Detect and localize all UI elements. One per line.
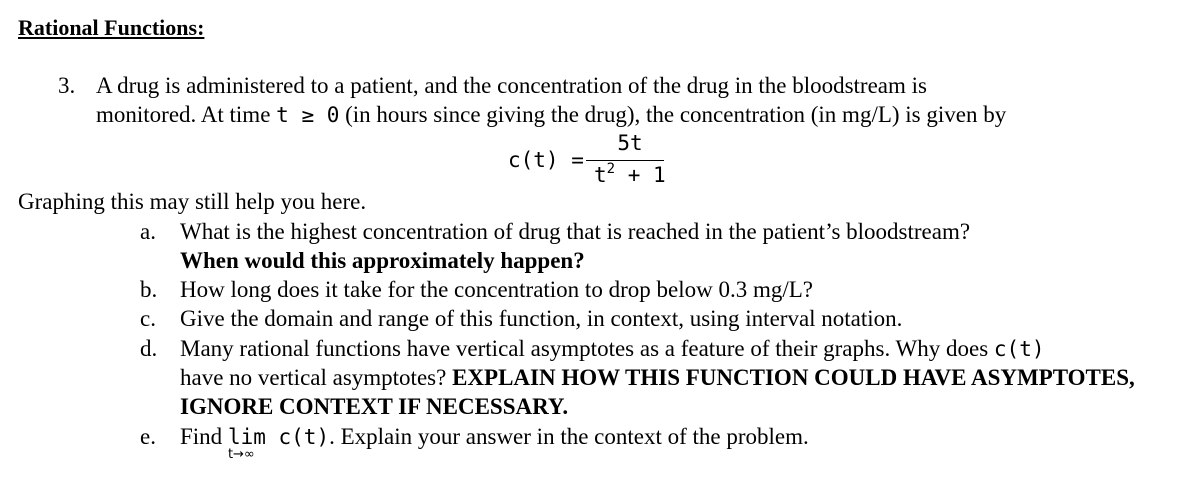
problem-number: 3. (58, 73, 76, 98)
part-d-line-1-prefix: Many rational functions have vertical asymptotes as a feature of their graphs. Why does (180, 336, 994, 361)
limit-subscript: t→∞ (227, 447, 255, 462)
part-c-label: c. (140, 306, 156, 331)
part-d-line-1 (180, 335, 1044, 363)
limit-word: lim (227, 425, 266, 449)
part-b-label: b. (140, 277, 158, 302)
part-b-text: How long does it take for the concentration to drop below 0.3 mg/L? (180, 277, 813, 302)
concentration-formula (508, 130, 668, 190)
problem-text-line-1: A drug is administered to a patient, and the concentration of the drug in the bloodstream is (96, 73, 927, 98)
graphing-hint: Graphing this may still help you here. (18, 189, 367, 214)
part-a-line-1: What is the highest concentration of drug that is reached in the patient’s bloodstream? (180, 219, 971, 244)
part-d-line-2-bold: EXPLAIN HOW THIS FUNCTION COULD HAVE ASYMPTOTES, (452, 365, 1135, 390)
formula-denominator (594, 162, 666, 188)
fraction-bar (586, 160, 664, 161)
problem-text-line-2-suffix: (in hours since giving the drug), the concentration (in mg/L) is given by (339, 102, 1007, 127)
part-d-label: d. (140, 336, 158, 361)
part-d-line-3: IGNORE CONTEXT IF NECESSARY. (180, 394, 569, 419)
denominator-base: t (594, 163, 607, 187)
part-a-label: a. (140, 219, 156, 244)
part-d-line-2-prefix: have no vertical asymptotes? (180, 365, 453, 390)
part-e-prefix: Find (180, 424, 228, 449)
part-c-text: Give the domain and range of this function, in context, using interval notation. (180, 306, 903, 331)
part-e-text (180, 423, 809, 462)
formula-numerator: 5t (617, 131, 643, 155)
part-e-suffix: . Explain your answer in the context of the problem. (329, 424, 809, 449)
part-d-function: c(t) (993, 337, 1045, 361)
time-condition: t ≥ 0 (276, 103, 340, 127)
part-d-line-2 (180, 364, 1135, 392)
limit-operator (227, 423, 266, 462)
denominator-rest: + 1 (615, 163, 666, 187)
part-a-line-2: When would this approximately happen? (180, 248, 585, 273)
formula-lhs: c(t) = (508, 148, 584, 172)
denominator-exponent: 2 (606, 161, 616, 177)
section-heading: Rational Functions: (18, 15, 205, 40)
part-e-label: e. (140, 424, 156, 449)
part-e-function: c(t) (265, 425, 330, 449)
problem-text-line-2-prefix: monitored. At time (96, 102, 277, 127)
problem-text-line-2 (96, 101, 1006, 129)
